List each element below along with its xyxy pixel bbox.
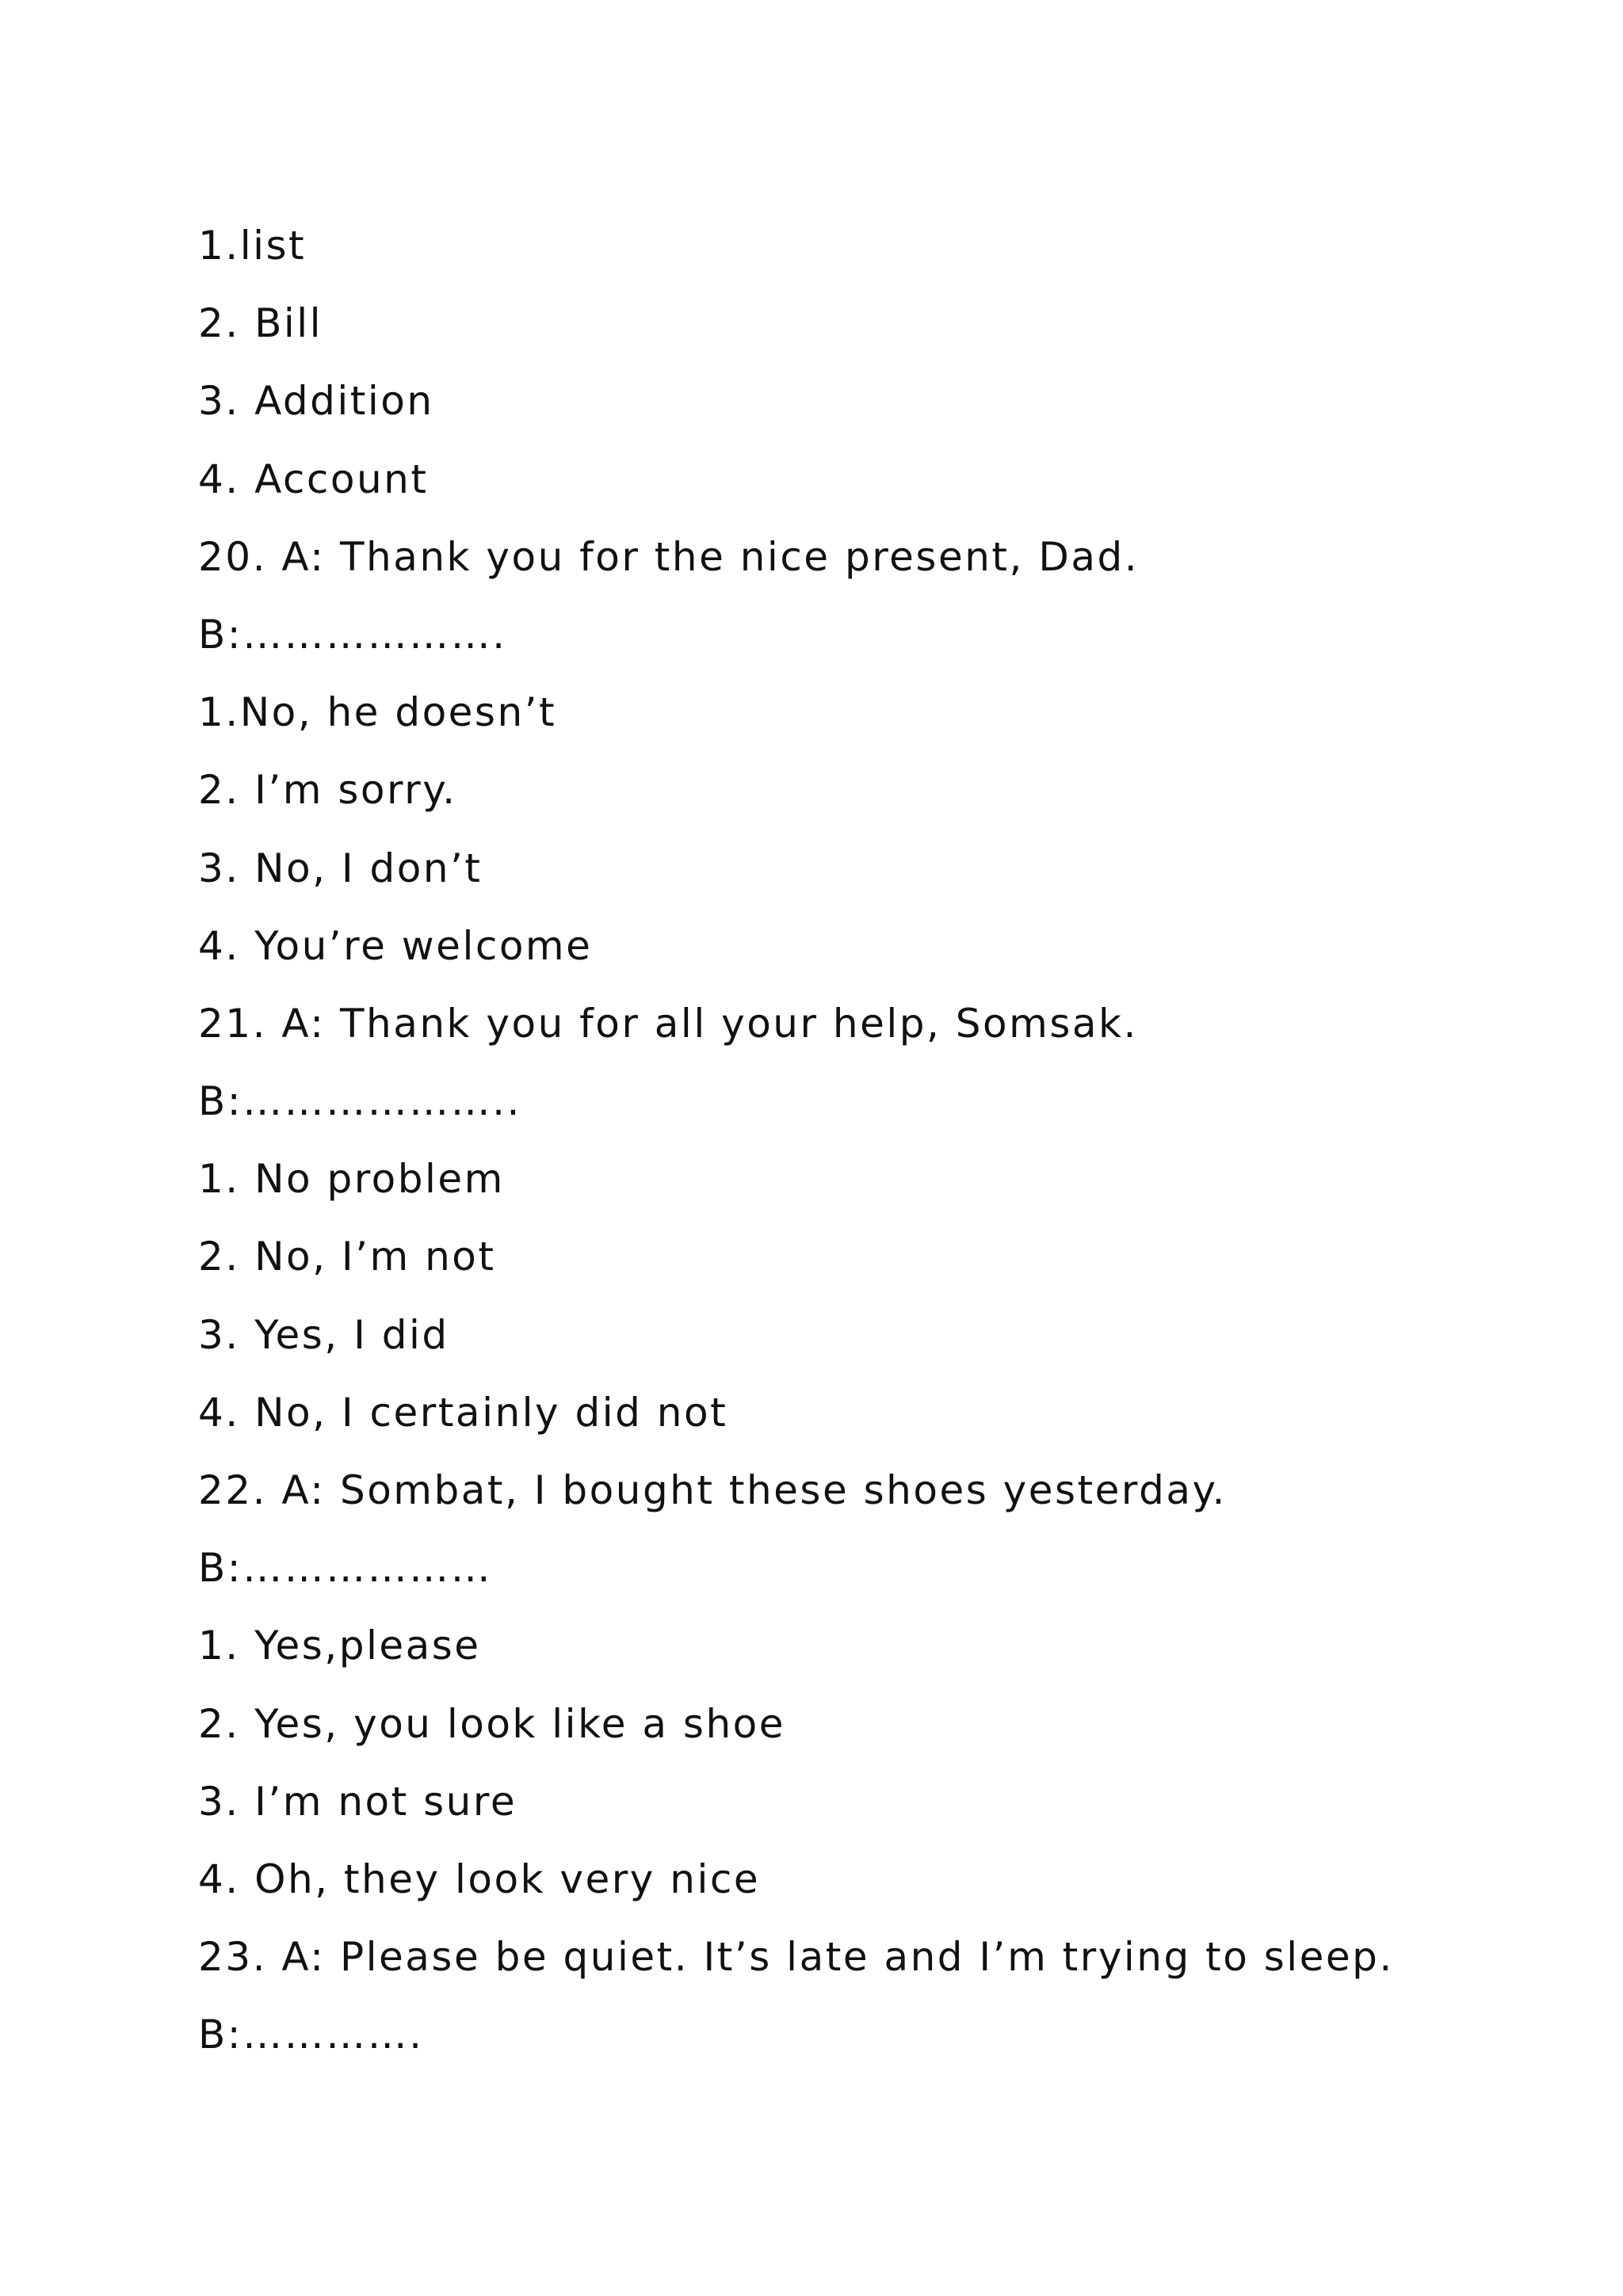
list-item: 4. Account — [198, 456, 429, 502]
list-item: 1.No, he doesn’t — [198, 689, 557, 736]
list-item: 3. Yes, I did — [198, 1311, 449, 1358]
list-item: 2. Yes, you look like a shoe — [198, 1700, 786, 1747]
list-item: 3. No, I don’t — [198, 845, 483, 891]
question-22: 22. A: Sombat, I bought these shoes yesterday. — [198, 1467, 1227, 1513]
list-item: 4. Oh, they look very nice — [198, 1855, 761, 1902]
answer-blank: B:…………. — [198, 2012, 424, 2058]
answer-blank: B:……………….. — [198, 1078, 521, 1125]
question-list — [198, 215, 1545, 2083]
list-item: 1.list — [198, 223, 307, 269]
list-item: 2. No, I’m not — [198, 1234, 496, 1280]
question-23: 23. A: Please be quiet. It’s late and I’m trying to sleep. — [198, 1934, 1394, 1981]
list-item: 3. I’m not sure — [198, 1778, 517, 1825]
question-20: 20. A: Thank you for the nice present, Dad. — [198, 533, 1140, 580]
list-item: 4. No, I certainly did not — [198, 1389, 728, 1436]
answer-blank: B:……………… — [198, 1545, 493, 1592]
answer-blank: B:………………. — [198, 611, 507, 658]
question-21: 21. A: Thank you for all your help, Somsak. — [198, 1000, 1138, 1047]
list-item: 1. Yes,please — [198, 1623, 481, 1669]
list-item: 3. Addition — [198, 378, 434, 425]
list-item: 2. Bill — [198, 300, 323, 347]
list-item: 4. You’re welcome — [198, 922, 593, 969]
list-item: 1. No problem — [198, 1156, 505, 1203]
list-item: 2. I’m sorry. — [198, 767, 457, 814]
